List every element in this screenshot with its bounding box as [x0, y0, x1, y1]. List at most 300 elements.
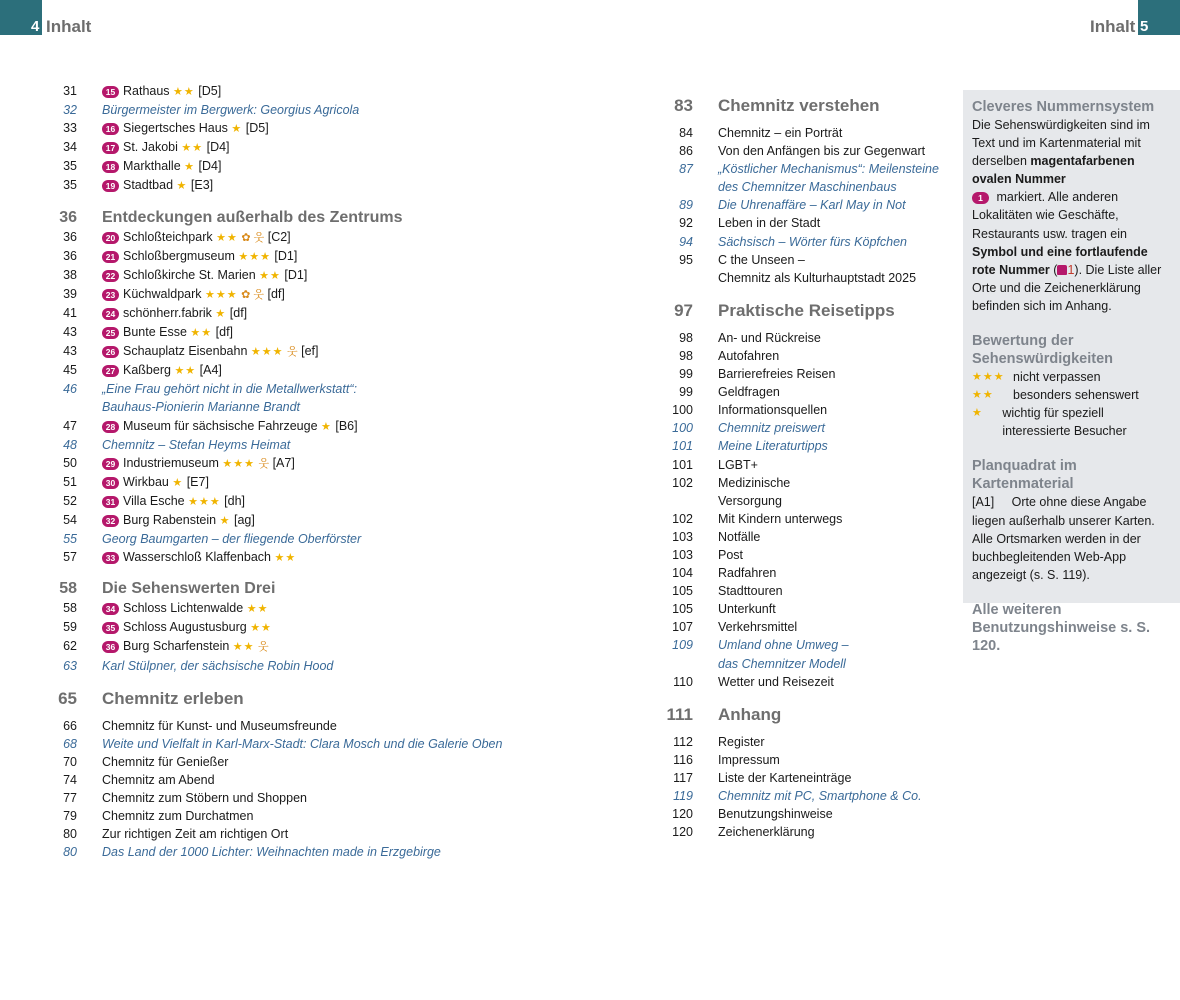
entry-body [58, 599, 618, 618]
map-grid-reference: [df] [267, 286, 285, 301]
rating-stars-icon: ★★★ [238, 250, 271, 263]
sight-number-oval: 34 [102, 603, 119, 615]
entry-page-number: 39 [63, 286, 77, 301]
entry-page-number: 45 [63, 363, 77, 378]
toc-entry [58, 789, 618, 807]
entry-body [58, 511, 618, 530]
map-grid-reference: [D1] [284, 267, 308, 282]
toc-entry [665, 582, 950, 600]
entry-body [58, 119, 618, 138]
section-heading [665, 301, 950, 321]
sight-number-oval: 18 [102, 161, 119, 173]
map-grid-reference: [dh] [224, 493, 246, 508]
toc-entry [665, 456, 950, 474]
map-grid-reference: [A7] [272, 455, 295, 470]
toc-entry [58, 735, 618, 753]
info-sidebar [963, 90, 1180, 654]
toc-entry [58, 342, 618, 361]
page-title-left: Inhalt [46, 17, 92, 36]
entry-page-number: 77 [63, 791, 77, 805]
rating-stars-icon: ★★ [173, 86, 195, 98]
sight-number-oval: 33 [102, 552, 119, 564]
sidebar-text-numbering [972, 116, 1172, 315]
entry-title: St. Jakobi [123, 140, 178, 155]
entry-title: Schauplatz Eisenbahn [123, 344, 248, 359]
entry-body [58, 548, 618, 567]
entry-body: Chemnitz für Genießer [102, 754, 229, 769]
legend-row [972, 386, 1172, 404]
toc-entry [665, 636, 950, 672]
entry-body: Mit Kindern unterwegs [718, 511, 843, 526]
toc-entry [58, 82, 618, 101]
sight-number-oval: 20 [102, 232, 119, 244]
entry-page-number: 33 [63, 121, 77, 136]
rating-legend [972, 368, 1172, 440]
sight-number-oval: 32 [102, 515, 119, 527]
entry-body: Chemnitz für Kunst- und Museumsfreunde [102, 718, 337, 733]
entry-page-number: 105 [672, 584, 693, 599]
toc-entry [665, 196, 950, 214]
section-title: Chemnitz erleben [102, 688, 244, 708]
rating-stars-icon: ★★ [250, 622, 272, 635]
sidebar-heading-grid: Planquadrat im Kartenmaterial [972, 458, 1077, 493]
rating-stars-icon: ★★ [232, 641, 255, 654]
sidebar-text-part: ). Die Liste aller Orte und die Zeichenerklärung befinden sich im Anhang. [972, 262, 1162, 313]
entry-title: Rathaus [123, 84, 170, 98]
entry-body: An- und Rückreise [718, 330, 821, 345]
rating-stars-icon: ★ [215, 307, 227, 320]
sidebar-heading-rating: Bewertung der Sehenswürdigkeiten [972, 333, 1114, 368]
entry-page-number: 101 [672, 439, 693, 454]
entry-body: Impressum [718, 752, 780, 767]
entry-body: Register [718, 734, 765, 749]
entry-body [58, 157, 618, 176]
sidebar-text-part: markiert. Alle anderen Lokalitäten wie Geschäfte, Restaurants usw. tragen ein [972, 190, 1127, 241]
entry-body: Post [718, 547, 744, 562]
entry-page-number: 102 [672, 511, 693, 526]
entry-page-number: 55 [63, 532, 77, 547]
entry-title: Kaßberg [123, 363, 171, 378]
entry-body: Notfälle [718, 529, 761, 544]
toc-entry [665, 510, 950, 528]
section-title: Die Sehenswerten Drei [102, 580, 276, 598]
entry-body: Liste der Karteneinträge [718, 770, 852, 785]
entry-body [58, 361, 618, 380]
toc-entry [58, 176, 618, 195]
toc-entry [58, 618, 618, 637]
red-number: 1 [1067, 262, 1075, 277]
toc-left-column [58, 82, 618, 861]
entry-title-line: das Chemnitzer Modell [718, 656, 846, 671]
entry-title: Schloßbergmuseum [123, 248, 235, 263]
toc-entry [665, 673, 950, 691]
map-grid-reference: [df] [215, 325, 234, 340]
entry-title: Museum für sächsische Fahrzeuge [123, 418, 318, 433]
map-grid-reference: [E3] [190, 178, 214, 193]
rating-stars-icon: ★ [184, 161, 196, 174]
map-grid-reference: [ag] [233, 512, 255, 527]
entry-page-number: 116 [673, 752, 693, 767]
page-number-right: 5 [1140, 18, 1149, 35]
entry-title: Schloss Lichtenwalde [123, 601, 244, 616]
rating-stars-icon: ★★ [259, 269, 281, 282]
toc-entry [58, 717, 618, 735]
entry-body: Das Land der 1000 Lichter: Weihnachten made in Erzgebirge [102, 845, 441, 860]
entry-page-number: 80 [63, 845, 77, 860]
section-heading [58, 689, 618, 709]
toc-entry [665, 383, 950, 401]
entry-body [58, 417, 618, 436]
entry-page-number: 59 [63, 620, 77, 635]
toc-entry [665, 823, 950, 841]
map-grid-reference: [ef] [301, 344, 319, 359]
rating-stars-icon: ★ [172, 476, 184, 489]
map-grid-reference: [C2] [267, 229, 291, 244]
toc-entry [665, 751, 950, 769]
lock-icon [1057, 265, 1067, 275]
entry-title: Burg Rabenstein [123, 512, 217, 527]
entry-title: Küchwaldpark [123, 286, 202, 301]
rating-stars-icon: ★ [231, 123, 243, 136]
entry-title: Schloss Augustusburg [123, 620, 247, 635]
legend-stars-icon: ★★★ [972, 371, 1005, 384]
entry-body: Wetter und Reisezeit [718, 674, 834, 689]
entry-page-number: 58 [63, 601, 77, 616]
sidebar-heading-numbering: Cleveres Nummernsystem [972, 99, 1155, 115]
toc-entry [58, 119, 618, 138]
legend-text: nicht verpassen [1013, 370, 1101, 385]
entry-title-line: C the Unseen – [718, 252, 805, 267]
entry-body: Geldfragen [718, 385, 780, 400]
entry-body [58, 618, 618, 637]
section-heading [665, 96, 950, 116]
toc-entry [665, 769, 950, 787]
entry-title: Wasserschloß Klaffenbach [123, 550, 271, 565]
map-grid-reference: [df] [229, 305, 248, 320]
entry-page-number: 103 [672, 547, 693, 562]
entry-page-number: 32 [63, 103, 77, 118]
entry-body: Georg Baumgarten – der fliegende Oberförster [102, 532, 362, 547]
entry-body: Die Uhrenaffäre – Karl May in Not [718, 198, 906, 213]
toc-entry [58, 361, 618, 380]
sidebar-text-part: Orte ohne diese Angabe liegen außerhalb unserer Karten. Alle Ortsmarken werden in der buchbegleitenden Web-App angezeigt (s. S. 119). [972, 495, 1155, 582]
entry-page-number: 54 [63, 512, 77, 527]
entry-page-number: 110 [673, 674, 693, 689]
toc-entry [58, 417, 618, 436]
entry-page-number: 41 [63, 305, 77, 320]
toc-entry [665, 347, 950, 365]
toc-entry [58, 247, 618, 266]
sight-number-oval: 16 [102, 123, 119, 135]
sight-number-oval: 21 [102, 251, 119, 263]
map-grid-reference: [D1] [274, 248, 298, 263]
toc-entry [665, 528, 950, 546]
entry-body [58, 176, 618, 195]
entry-body: Leben in der Stadt [718, 216, 821, 231]
entry-page-number: 57 [63, 550, 77, 565]
toc-entry [58, 637, 618, 656]
section-heading [58, 208, 618, 228]
map-grid-reference: [E7] [186, 474, 209, 489]
sight-number-oval: 30 [102, 477, 119, 489]
entry-page-number: 102 [672, 475, 693, 490]
entry-page-number: 87 [679, 162, 693, 177]
entry-page-number: 62 [63, 639, 77, 654]
entry-page-number: 98 [679, 330, 693, 345]
toc-entry [665, 329, 950, 347]
grid-key: [A1] [972, 495, 995, 510]
entry-body: Informationsquellen [718, 403, 828, 418]
entry-page-number: 79 [63, 809, 77, 824]
entry-body: „Köstlicher Mechanismus“: Meilensteine des Chemnitzer Maschinenbaus [718, 162, 939, 195]
entry-page-number: 36 [63, 248, 77, 263]
entry-body [58, 304, 618, 323]
entry-page-number: 101 [672, 457, 693, 472]
entry-page-number: 99 [679, 385, 693, 400]
toc-entry [58, 473, 618, 492]
rating-stars-icon: ★ [176, 180, 188, 193]
section-page-number: 65 [58, 688, 77, 708]
entry-page-number: 105 [672, 602, 693, 617]
feature-symbol-icon: ✿ 웃 [241, 231, 265, 244]
entry-title: Villa Esche [123, 493, 185, 508]
sidebar-text-part: ( [1053, 262, 1058, 277]
sight-number-oval: 26 [102, 346, 119, 358]
entry-page-number: 94 [679, 234, 693, 249]
toc-entry [58, 285, 618, 304]
toc-entry [665, 124, 950, 142]
map-grid-reference: [D4] [206, 140, 230, 155]
entry-page-number: 66 [63, 718, 77, 733]
entry-body: Barrierefreies Reisen [718, 367, 836, 382]
entry-page-number: 52 [63, 493, 77, 508]
section-heading [665, 705, 950, 725]
entry-title-line: Chemnitz als Kulturhauptstadt 2025 [718, 270, 917, 285]
entry-body: Unterkunft [718, 602, 776, 617]
entry-page-number: 43 [63, 344, 77, 359]
entry-title: schönherr.fabrik [123, 305, 212, 320]
toc-entry [58, 138, 618, 157]
entry-page-number: 112 [673, 734, 693, 749]
entry-body [58, 637, 618, 656]
entry-page-number: 38 [63, 267, 77, 282]
toc-entry [58, 380, 618, 416]
entry-body: Zur richtigen Zeit am richtigen Ort [102, 827, 289, 842]
entry-body [58, 138, 618, 157]
section-title: Praktische Reisetipps [718, 300, 895, 320]
entry-body: Verkehrsmittel [718, 620, 798, 635]
entry-title: Stadtbad [123, 178, 174, 193]
toc-entry [58, 492, 618, 511]
page-title-right: Inhalt [1090, 17, 1136, 36]
feature-symbol-icon: 웃 [258, 641, 269, 654]
toc-entry [58, 807, 618, 825]
toc-entry [665, 160, 950, 196]
entry-body: Bürgermeister im Bergwerk: Georgius Agricola [102, 103, 360, 118]
entry-body [58, 247, 618, 266]
entry-body: Chemnitz – ein Porträt [718, 126, 843, 140]
entry-body: Chemnitz zum Stöbern und Shoppen [102, 791, 307, 805]
toc-entry [665, 546, 950, 564]
entry-page-number: 68 [63, 736, 77, 751]
section-title: Entdeckungen außerhalb des Zentrums [102, 208, 403, 226]
entry-title: Schloßkirche St. Marien [123, 267, 256, 282]
entry-page-number: 117 [673, 770, 693, 785]
sight-number-oval: 24 [102, 308, 119, 320]
toc-entry [58, 228, 618, 247]
sight-number-oval: 19 [102, 180, 119, 192]
entry-body [58, 228, 618, 247]
rating-stars-icon: ★★ [174, 365, 197, 378]
toc-entry [58, 511, 618, 530]
map-grid-reference: [D5] [198, 84, 222, 98]
entry-page-number: 100 [672, 403, 693, 418]
toc-entry [665, 805, 950, 823]
legend-text: besonders sehenswert [1013, 388, 1139, 403]
legend-row [972, 404, 1172, 440]
entry-body [665, 636, 945, 672]
page-number-left: 4 [31, 18, 40, 35]
entry-title: Industriemuseum [123, 455, 219, 470]
section-page-number: 83 [674, 96, 693, 115]
toc-entry [665, 401, 950, 419]
entry-body [58, 454, 618, 473]
map-grid-reference: [D5] [245, 121, 269, 136]
toc-entry [665, 233, 950, 251]
toc-entry [58, 753, 618, 771]
map-grid-reference: [D4] [198, 159, 222, 174]
toc-entry [58, 266, 618, 285]
toc-entry [58, 157, 618, 176]
entry-title: Burg Scharfenstein [123, 639, 230, 654]
entry-page-number: 100 [672, 421, 693, 436]
entry-page-number: 89 [679, 198, 693, 213]
entry-body: Stadttouren [718, 584, 783, 599]
entry-page-number: 31 [63, 84, 77, 98]
entry-body: Weite und Vielfalt in Karl-Marx-Stadt: Clara Mosch und die Galerie Oben [102, 736, 503, 751]
entry-body [58, 285, 618, 304]
entry-page-number: 46 [63, 382, 77, 397]
entry-page-number: 70 [63, 754, 77, 769]
entry-body: Chemnitz am Abend [102, 772, 215, 787]
entry-title: Bunte Esse [123, 325, 187, 340]
entry-title-line: Versorgung [718, 493, 782, 508]
entry-body: Chemnitz preiswert [718, 421, 825, 436]
sight-number-oval: 15 [102, 86, 119, 98]
entry-page-number: 95 [679, 252, 693, 267]
entry-body: Karl Stülpner, der sächsische Robin Hood [102, 658, 334, 673]
entry-page-number: 48 [63, 437, 77, 452]
entry-body: Chemnitz mit PC, Smartphone & Co. [718, 789, 922, 803]
entry-page-number: 43 [63, 325, 77, 340]
map-grid-reference: [A4] [199, 363, 222, 378]
toc-entry [58, 454, 618, 473]
section-page-number: 97 [674, 300, 693, 320]
entry-page-number: 86 [679, 144, 693, 159]
rating-stars-icon: ★ [219, 514, 231, 527]
entry-page-number: 119 [673, 789, 693, 803]
entry-page-number: 120 [672, 825, 693, 840]
feature-symbol-icon: 웃 [286, 346, 298, 359]
entry-title-line: Medizinische [718, 475, 791, 490]
entry-page-number: 92 [679, 216, 693, 231]
entry-page-number: 84 [679, 126, 693, 140]
section-page-number: 36 [59, 208, 77, 226]
entry-title: Wirkbau [123, 474, 169, 489]
rating-stars-icon: ★★ [246, 603, 269, 616]
entry-body [58, 492, 618, 511]
sight-number-oval: 28 [102, 421, 119, 433]
entry-body: „Eine Frau gehört nicht in die Metallwerkstatt“: Bauhaus-Pionierin Marianne Brandt [102, 382, 357, 415]
entry-page-number: 104 [672, 566, 693, 581]
toc-entry [665, 600, 950, 618]
sidebar-text-part: Die Sehenswürdigkeiten sind im Text und im Kartenmaterial mit derselben [972, 118, 1150, 169]
magenta-oval-number: 1 [972, 192, 989, 204]
entry-page-number: 47 [63, 418, 77, 433]
rating-stars-icon: ★★ [216, 231, 238, 244]
entry-page-number: 34 [63, 140, 77, 155]
toc-entry [665, 437, 950, 455]
sight-number-oval: 36 [102, 641, 119, 653]
toc-entry [665, 419, 950, 437]
toc-entry [665, 142, 950, 160]
sight-number-oval: 23 [102, 289, 119, 301]
rating-stars-icon: ★★★ [205, 288, 238, 301]
entry-page-number: 50 [63, 455, 77, 470]
sidebar-text-grid [972, 493, 1172, 583]
section-title: Chemnitz verstehen [718, 96, 880, 115]
sight-number-oval: 31 [102, 496, 119, 508]
entry-page-number: 74 [63, 772, 77, 787]
rating-stars-icon: ★★ [181, 142, 204, 155]
entry-page-number: 80 [63, 827, 77, 842]
entry-body: Benutzungshinweise [718, 807, 833, 822]
toc-entry [665, 564, 950, 582]
entry-body [665, 474, 945, 510]
entry-body: Chemnitz zum Durchatmen [102, 809, 254, 824]
sidebar-text-bold: Symbol und eine fortlaufende rote Nummer [972, 244, 1148, 277]
rating-stars-icon: ★★★ [188, 495, 221, 508]
toc-entry [665, 474, 950, 510]
entry-body: Sächsisch – Wörter fürs Köpfchen [718, 234, 907, 249]
toc-entry [58, 436, 618, 454]
rating-stars-icon: ★ [321, 420, 332, 433]
section-heading [58, 579, 618, 599]
entry-page-number: 109 [672, 638, 693, 653]
entry-body: Von den Anfängen bis zur Gegenwart [718, 144, 926, 159]
entry-body [58, 323, 618, 342]
sidebar-text-bold: magentafarbenen ovalen Nummer [972, 154, 1135, 187]
legend-text: wichtig für speziell interessierte Besucher [1002, 406, 1127, 439]
toc-entry [58, 530, 618, 548]
toc-entry [58, 825, 618, 843]
sight-number-oval: 22 [102, 270, 119, 282]
toc-middle-column [665, 82, 950, 841]
section-page-number: 111 [666, 704, 693, 724]
entry-body: Meine Literaturtipps [718, 439, 828, 454]
sight-number-oval: 29 [102, 458, 119, 470]
entry-page-number: 120 [672, 807, 693, 822]
entry-title-line: Umland ohne Umweg – [718, 638, 849, 653]
entry-body: Autofahren [718, 348, 780, 363]
legend-stars-icon: ★ [972, 407, 983, 420]
entry-page-number: 35 [63, 159, 77, 174]
entry-page-number: 63 [63, 658, 77, 673]
feature-symbol-icon: 웃 [258, 457, 270, 470]
toc-entry [58, 323, 618, 342]
toc-entry [665, 214, 950, 232]
rating-stars-icon: ★★ [190, 327, 213, 340]
